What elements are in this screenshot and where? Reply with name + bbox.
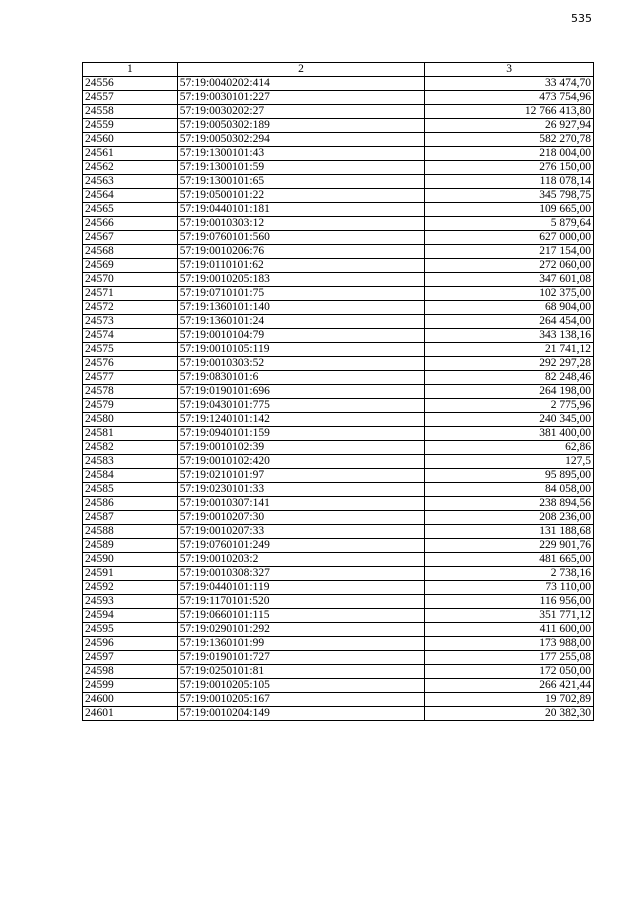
cadastral-number-cell: 57:19:0940101:159 xyxy=(177,427,425,441)
page-number: 535 xyxy=(571,12,592,25)
value-cell: 118 078,14 xyxy=(425,175,594,189)
table-row xyxy=(83,441,594,455)
cadastral-number-cell: 57:19:1360101:24 xyxy=(177,315,425,329)
row-number-cell: 24598 xyxy=(83,665,178,679)
cadastral-number-cell: 57:19:1240101:142 xyxy=(177,413,425,427)
table-row xyxy=(83,133,594,147)
row-number-cell: 24565 xyxy=(83,203,178,217)
value-cell: 218 004,00 xyxy=(425,147,594,161)
table-row xyxy=(83,329,594,343)
row-number-cell: 24573 xyxy=(83,315,178,329)
cadastral-number-cell: 57:19:0010205:105 xyxy=(177,679,425,693)
value-cell: 68 904,00 xyxy=(425,301,594,315)
row-number-cell: 24595 xyxy=(83,623,178,637)
cadastral-number-cell: 57:19:0110101:62 xyxy=(177,259,425,273)
value-cell: 264 198,00 xyxy=(425,385,594,399)
cadastral-number-cell: 57:19:0010104:79 xyxy=(177,329,425,343)
row-number-cell: 24571 xyxy=(83,287,178,301)
row-number-cell: 24559 xyxy=(83,119,178,133)
row-number-cell: 24567 xyxy=(83,231,178,245)
value-cell: 627 000,00 xyxy=(425,231,594,245)
row-number-cell: 24572 xyxy=(83,301,178,315)
cadastral-number-cell: 57:19:0010102:39 xyxy=(177,441,425,455)
table-row xyxy=(83,595,594,609)
table-row xyxy=(83,623,594,637)
row-number-cell: 24557 xyxy=(83,91,178,105)
cadastral-number-cell: 57:19:0050302:294 xyxy=(177,133,425,147)
value-cell: 33 474,70 xyxy=(425,77,594,91)
row-number-cell: 24561 xyxy=(83,147,178,161)
value-cell: 276 150,00 xyxy=(425,161,594,175)
cadastral-number-cell: 57:19:0230101:33 xyxy=(177,483,425,497)
table-row xyxy=(83,105,594,119)
cadastral-number-cell: 57:19:0760101:560 xyxy=(177,231,425,245)
row-number-cell: 24566 xyxy=(83,217,178,231)
table-row xyxy=(83,119,594,133)
table-row xyxy=(83,581,594,595)
cadastral-number-cell: 57:19:0250101:81 xyxy=(177,665,425,679)
cadastral-number-cell: 57:19:0660101:115 xyxy=(177,609,425,623)
row-number-cell: 24600 xyxy=(83,693,178,707)
cadastral-number-cell: 57:19:0760101:249 xyxy=(177,539,425,553)
cadastral-number-cell: 57:19:0010206:76 xyxy=(177,245,425,259)
table-row xyxy=(83,511,594,525)
table-row xyxy=(83,651,594,665)
cadastral-number-cell: 57:19:0500101:22 xyxy=(177,189,425,203)
row-number-cell: 24574 xyxy=(83,329,178,343)
cadastral-number-cell: 57:19:0050302:189 xyxy=(177,119,425,133)
value-cell: 20 382,30 xyxy=(425,707,594,721)
row-number-cell: 24590 xyxy=(83,553,178,567)
row-number-cell: 24584 xyxy=(83,469,178,483)
value-cell: 240 345,00 xyxy=(425,413,594,427)
table-row xyxy=(83,385,594,399)
row-number-cell: 24591 xyxy=(83,567,178,581)
table-row xyxy=(83,413,594,427)
cadastral-number-cell: 57:19:0010303:52 xyxy=(177,357,425,371)
row-number-cell: 24596 xyxy=(83,637,178,651)
table-row xyxy=(83,175,594,189)
row-number-cell: 24570 xyxy=(83,273,178,287)
value-cell: 343 138,16 xyxy=(425,329,594,343)
table-row xyxy=(83,679,594,693)
table-row xyxy=(83,273,594,287)
row-number-cell: 24558 xyxy=(83,105,178,119)
value-cell: 381 400,00 xyxy=(425,427,594,441)
row-number-cell: 24582 xyxy=(83,441,178,455)
table-row xyxy=(83,147,594,161)
cadastral-number-cell: 57:19:0010303:12 xyxy=(177,217,425,231)
row-number-cell: 24580 xyxy=(83,413,178,427)
value-cell: 208 236,00 xyxy=(425,511,594,525)
value-cell: 172 050,00 xyxy=(425,665,594,679)
value-cell: 266 421,44 xyxy=(425,679,594,693)
table-body xyxy=(83,63,594,721)
value-cell: 229 901,76 xyxy=(425,539,594,553)
header-col-1: 1 xyxy=(83,63,178,77)
cadastral-number-cell: 57:19:0290101:292 xyxy=(177,623,425,637)
table-row xyxy=(83,189,594,203)
row-number-cell: 24564 xyxy=(83,189,178,203)
table-row xyxy=(83,497,594,511)
cadastral-number-cell: 57:19:0430101:775 xyxy=(177,399,425,413)
cadastral-number-cell: 57:19:0030202:27 xyxy=(177,105,425,119)
row-number-cell: 24585 xyxy=(83,483,178,497)
row-number-cell: 24587 xyxy=(83,511,178,525)
value-cell: 127,5 xyxy=(425,455,594,469)
table-row xyxy=(83,483,594,497)
table-row xyxy=(83,161,594,175)
row-number-cell: 24568 xyxy=(83,245,178,259)
row-number-cell: 24588 xyxy=(83,525,178,539)
cadastral-number-cell: 57:19:0010205:167 xyxy=(177,693,425,707)
value-cell: 2 738,16 xyxy=(425,567,594,581)
cadastral-number-cell: 57:19:0040202:414 xyxy=(177,77,425,91)
value-cell: 173 988,00 xyxy=(425,637,594,651)
cadastral-number-cell: 57:19:1300101:65 xyxy=(177,175,425,189)
table-row xyxy=(83,315,594,329)
table-row xyxy=(83,259,594,273)
cadastral-number-cell: 57:19:0190101:727 xyxy=(177,651,425,665)
row-number-cell: 24576 xyxy=(83,357,178,371)
table-row xyxy=(83,553,594,567)
table-row xyxy=(83,203,594,217)
table-row xyxy=(83,665,594,679)
registry-table xyxy=(82,62,594,721)
table-row xyxy=(83,217,594,231)
table-row xyxy=(83,637,594,651)
table-row xyxy=(83,357,594,371)
row-number-cell: 24569 xyxy=(83,259,178,273)
row-number-cell: 24563 xyxy=(83,175,178,189)
cadastral-number-cell: 57:19:0010207:33 xyxy=(177,525,425,539)
table-row xyxy=(83,525,594,539)
value-cell: 109 665,00 xyxy=(425,203,594,217)
header-col-2: 2 xyxy=(177,63,425,77)
value-cell: 102 375,00 xyxy=(425,287,594,301)
value-cell: 264 454,00 xyxy=(425,315,594,329)
cadastral-number-cell: 57:19:0010307:141 xyxy=(177,497,425,511)
table-row xyxy=(83,693,594,707)
table-row xyxy=(83,455,594,469)
table-row xyxy=(83,343,594,357)
row-number-cell: 24575 xyxy=(83,343,178,357)
value-cell: 351 771,12 xyxy=(425,609,594,623)
value-cell: 21 741,12 xyxy=(425,343,594,357)
value-cell: 473 754,96 xyxy=(425,91,594,105)
value-cell: 73 110,00 xyxy=(425,581,594,595)
table-row xyxy=(83,609,594,623)
value-cell: 116 956,00 xyxy=(425,595,594,609)
table-row xyxy=(83,427,594,441)
row-number-cell: 24599 xyxy=(83,679,178,693)
value-cell: 131 188,68 xyxy=(425,525,594,539)
row-number-cell: 24592 xyxy=(83,581,178,595)
cadastral-number-cell: 57:19:0190101:696 xyxy=(177,385,425,399)
value-cell: 62,86 xyxy=(425,441,594,455)
row-number-cell: 24594 xyxy=(83,609,178,623)
row-number-cell: 24583 xyxy=(83,455,178,469)
cadastral-number-cell: 57:19:0010102:420 xyxy=(177,455,425,469)
value-cell: 292 297,28 xyxy=(425,357,594,371)
value-cell: 411 600,00 xyxy=(425,623,594,637)
table-row xyxy=(83,399,594,413)
value-cell: 5 879,64 xyxy=(425,217,594,231)
cadastral-number-cell: 57:19:0010207:30 xyxy=(177,511,425,525)
cadastral-number-cell: 57:19:0440101:181 xyxy=(177,203,425,217)
cadastral-number-cell: 57:19:1170101:520 xyxy=(177,595,425,609)
value-cell: 347 601,08 xyxy=(425,273,594,287)
value-cell: 2 775,96 xyxy=(425,399,594,413)
table-row xyxy=(83,469,594,483)
table-row xyxy=(83,287,594,301)
row-number-cell: 24601 xyxy=(83,707,178,721)
value-cell: 12 766 413,80 xyxy=(425,105,594,119)
row-number-cell: 24597 xyxy=(83,651,178,665)
row-number-cell: 24581 xyxy=(83,427,178,441)
row-number-cell: 24579 xyxy=(83,399,178,413)
value-cell: 582 270,78 xyxy=(425,133,594,147)
row-number-cell: 24560 xyxy=(83,133,178,147)
table-row xyxy=(83,301,594,315)
row-number-cell: 24586 xyxy=(83,497,178,511)
row-number-cell: 24577 xyxy=(83,371,178,385)
value-cell: 177 255,08 xyxy=(425,651,594,665)
table-row xyxy=(83,707,594,721)
row-number-cell: 24562 xyxy=(83,161,178,175)
row-number-cell: 24556 xyxy=(83,77,178,91)
value-cell: 272 060,00 xyxy=(425,259,594,273)
value-cell: 19 702,89 xyxy=(425,693,594,707)
table-row xyxy=(83,77,594,91)
table-header-row xyxy=(83,63,594,77)
table-row xyxy=(83,91,594,105)
cadastral-number-cell: 57:19:1300101:43 xyxy=(177,147,425,161)
cadastral-number-cell: 57:19:0010205:183 xyxy=(177,273,425,287)
row-number-cell: 24578 xyxy=(83,385,178,399)
cadastral-number-cell: 57:19:1300101:59 xyxy=(177,161,425,175)
cadastral-number-cell: 57:19:1360101:140 xyxy=(177,301,425,315)
cadastral-number-cell: 57:19:0010308:327 xyxy=(177,567,425,581)
value-cell: 481 665,00 xyxy=(425,553,594,567)
value-cell: 95 895,00 xyxy=(425,469,594,483)
table-row xyxy=(83,245,594,259)
table-row xyxy=(83,231,594,245)
cadastral-number-cell: 57:19:0710101:75 xyxy=(177,287,425,301)
table-row xyxy=(83,371,594,385)
header-col-3: 3 xyxy=(425,63,594,77)
cadastral-number-cell: 57:19:0830101:6 xyxy=(177,371,425,385)
value-cell: 82 248,46 xyxy=(425,371,594,385)
cadastral-number-cell: 57:19:0440101:119 xyxy=(177,581,425,595)
cadastral-number-cell: 57:19:0010105:119 xyxy=(177,343,425,357)
cadastral-number-cell: 57:19:0010203:2 xyxy=(177,553,425,567)
cadastral-number-cell: 57:19:1360101:99 xyxy=(177,637,425,651)
value-cell: 345 798,75 xyxy=(425,189,594,203)
row-number-cell: 24589 xyxy=(83,539,178,553)
value-cell: 238 894,56 xyxy=(425,497,594,511)
value-cell: 217 154,00 xyxy=(425,245,594,259)
table-row xyxy=(83,539,594,553)
table-row xyxy=(83,567,594,581)
value-cell: 84 058,00 xyxy=(425,483,594,497)
value-cell: 26 927,94 xyxy=(425,119,594,133)
row-number-cell: 24593 xyxy=(83,595,178,609)
cadastral-number-cell: 57:19:0210101:97 xyxy=(177,469,425,483)
cadastral-number-cell: 57:19:0030101:227 xyxy=(177,91,425,105)
cadastral-number-cell: 57:19:0010204:149 xyxy=(177,707,425,721)
